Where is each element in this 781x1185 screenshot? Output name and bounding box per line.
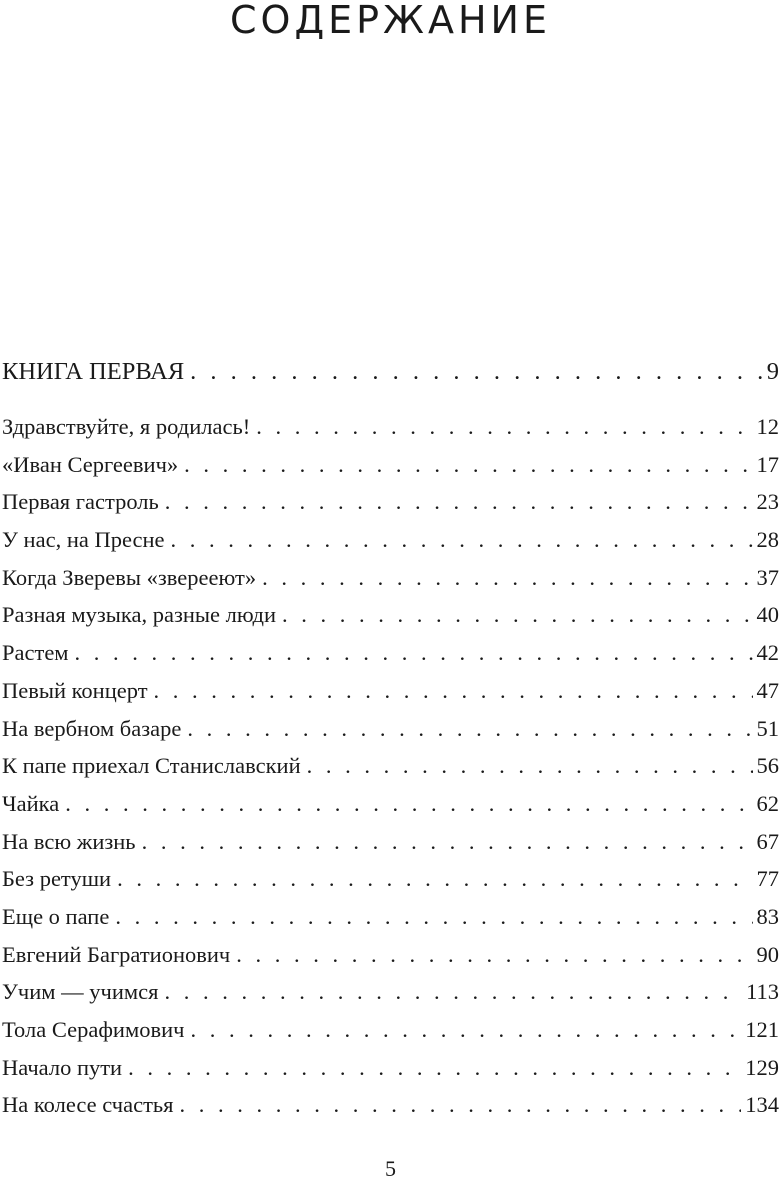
toc-entry[interactable]	[2, 596, 779, 634]
toc-entry-page: 51	[756, 715, 779, 741]
toc-entry-title: Евгений Багратионович	[2, 941, 231, 967]
toc-entry[interactable]	[2, 1049, 779, 1087]
dot-leader	[187, 710, 752, 748]
toc-entry[interactable]	[2, 785, 779, 823]
toc-entry[interactable]	[2, 973, 779, 1011]
toc-entry-page: 62	[756, 790, 779, 816]
toc-entry[interactable]	[2, 936, 779, 974]
toc-entry[interactable]	[2, 1011, 779, 1049]
toc-entry-page: 23	[756, 489, 779, 515]
toc-entry-page: 77	[756, 866, 779, 892]
toc-entry-page: 37	[756, 564, 779, 590]
toc-entry[interactable]	[2, 823, 779, 861]
toc-entry-title: Когда Зверевы «зверееют»	[2, 564, 257, 590]
dot-leader	[65, 785, 752, 823]
dot-leader	[282, 596, 753, 634]
toc-entry[interactable]	[2, 408, 779, 446]
toc-entry[interactable]	[2, 521, 779, 559]
toc-entry-page: 67	[756, 828, 779, 854]
toc-entry[interactable]	[2, 710, 779, 748]
toc-entry[interactable]	[2, 446, 779, 484]
toc-entry[interactable]	[2, 483, 779, 521]
toc-entry-title: Без ретуши	[2, 866, 112, 892]
dot-leader	[262, 559, 752, 597]
toc-entry[interactable]	[2, 898, 779, 936]
toc-entry[interactable]	[2, 634, 779, 672]
dot-leader	[142, 823, 753, 861]
toc-entry-page: 113	[746, 979, 779, 1005]
toc-entry-title: КНИГА ПЕРВАЯ	[2, 358, 185, 385]
toc-entry[interactable]	[2, 747, 779, 785]
dot-leader	[236, 936, 752, 974]
toc-entry[interactable]	[2, 559, 779, 597]
toc-entry-page: 12	[756, 414, 779, 439]
table-of-contents	[2, 352, 779, 1124]
toc-entry-title: На вербном базаре	[2, 715, 182, 741]
toc-entry-title: Здравствуйте, я родилась!	[2, 414, 251, 439]
page-number: 5	[385, 1156, 396, 1181]
dot-leader	[190, 352, 763, 392]
toc-entry-title: Начало пути	[2, 1054, 123, 1080]
dot-leader	[180, 1086, 742, 1124]
toc-entry-page: 9	[766, 358, 779, 385]
toc-entry-page: 129	[745, 1054, 779, 1080]
toc-entry-title: Разная музыка, разные люди	[2, 602, 276, 628]
dot-leader	[164, 973, 742, 1011]
page-title: СОДЕРЖАНИЕ	[230, 0, 551, 42]
toc-entry-page: 40	[756, 602, 779, 628]
toc-entry-page: 134	[745, 1092, 779, 1118]
dot-leader	[165, 483, 753, 521]
toc-entry-title: На колесе счастья	[2, 1092, 174, 1118]
toc-entry[interactable]	[2, 860, 779, 898]
toc-entry-title: Первая гастроль	[2, 489, 159, 515]
toc-entry-title: «Иван Сергеевич»	[2, 451, 179, 477]
toc-entry-page: 17	[756, 451, 779, 477]
dot-leader	[115, 898, 752, 936]
toc-entry-page: 47	[756, 677, 779, 703]
toc-entry-title: На всю жизнь	[2, 828, 136, 854]
toc-entry-page: 83	[756, 903, 779, 929]
dot-leader	[256, 408, 752, 446]
toc-entry-page: 28	[756, 527, 779, 553]
dot-leader	[75, 634, 753, 672]
toc-entry-page: 121	[745, 1017, 779, 1042]
dot-leader	[307, 747, 753, 785]
toc-part-row[interactable]	[2, 352, 779, 408]
dot-leader	[171, 521, 753, 559]
toc-entry[interactable]	[2, 1086, 779, 1124]
toc-entry-title: К папе приехал Станиславский	[2, 753, 301, 779]
toc-entry-title: Чайка	[2, 790, 60, 816]
toc-entry-title: Учим — учимся	[2, 979, 159, 1005]
toc-entry-page: 42	[756, 640, 779, 666]
toc-entry[interactable]	[2, 672, 779, 710]
toc-entry-title: У нас, на Пресне	[2, 527, 165, 553]
dot-leader	[128, 1049, 741, 1087]
toc-entry-page: 90	[756, 941, 779, 967]
toc-entry-title: Еще о папе	[2, 903, 110, 929]
toc-entry-title: Певый концерт	[2, 677, 148, 703]
toc-entry-title: Растем	[2, 640, 69, 666]
toc-entry-title: Тола Серафимович	[2, 1017, 185, 1042]
dot-leader	[190, 1011, 741, 1049]
dot-leader	[117, 860, 752, 898]
toc-entry-page: 56	[756, 753, 779, 779]
dot-leader	[154, 672, 753, 710]
dot-leader	[184, 446, 752, 484]
